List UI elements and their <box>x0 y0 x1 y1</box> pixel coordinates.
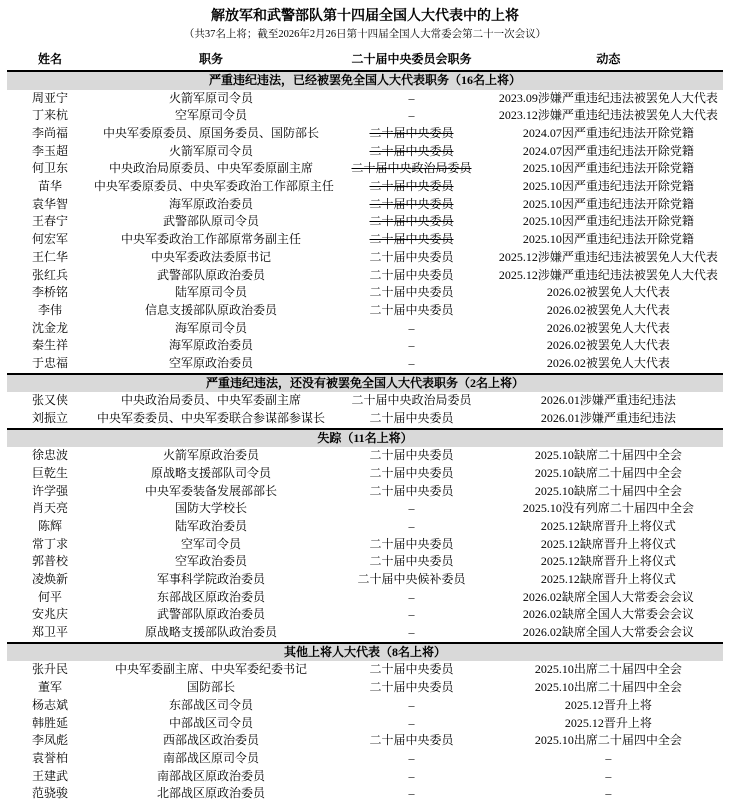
table-row <box>7 483 723 501</box>
general-name: 袁誉柏 <box>31 750 68 765</box>
position: 中央军委副主席、中央军委纪委书记 <box>115 662 308 677</box>
general-name: 何宏军 <box>31 232 68 247</box>
position: 南部战区原司令员 <box>163 750 260 765</box>
position: 火箭军原司令员 <box>169 143 254 158</box>
cc-role: – <box>408 338 415 353</box>
status: 2025.10因严重违纪违法开除党籍 <box>522 232 694 247</box>
cc-role: 二十届中央委员 <box>369 448 454 463</box>
position: 原战略支援部队司令员 <box>151 465 272 480</box>
general-name: 陈辉 <box>37 518 62 533</box>
position: 海军原司令员 <box>175 320 248 335</box>
cc-role: – <box>408 697 415 712</box>
table-row <box>7 589 723 607</box>
cc-role: 二十届中央委员 <box>369 680 454 695</box>
general-name: 苗华 <box>37 179 62 194</box>
status: 2025.10因严重违纪违法开除党籍 <box>522 196 694 211</box>
position: 陆军政治委员 <box>175 518 248 533</box>
position: 中央军委原委员、原国务委员、国防部长 <box>103 125 320 140</box>
table-row <box>7 697 723 715</box>
cc-role: 二十届中央政治局委员 <box>351 161 472 176</box>
position: 东部战区原政治委员 <box>157 589 266 604</box>
page-title: 解放军和武警部队第十四届全国人大代表中的上将 <box>211 9 519 24</box>
position: 中央政治局委员、中央军委副主席 <box>121 393 302 408</box>
cc-role: 二十届中央委员 <box>369 214 454 229</box>
status: 2025.10出席二十届四中全会 <box>534 662 682 677</box>
general-name: 肖天亮 <box>31 501 68 516</box>
table-row <box>7 160 723 178</box>
cc-role: – <box>408 356 415 371</box>
section-header-label: 严重违纪违法，还没有被罢免全国人大代表职务（2名上将） <box>7 374 723 393</box>
position: 海军原政治委员 <box>169 338 254 353</box>
section-header-label: 失踪（11名上将） <box>7 429 723 448</box>
table-row <box>7 750 723 768</box>
position: 空军原政治委员 <box>169 356 254 371</box>
generals-table <box>7 48 723 800</box>
general-name: 何平 <box>37 589 62 604</box>
cc-role: 二十届中央委员 <box>369 662 454 677</box>
position: 军事科学院政治委员 <box>157 572 266 587</box>
cc-role: 二十届中央委员 <box>369 302 454 317</box>
table-row <box>7 553 723 571</box>
table-row <box>7 267 723 285</box>
status: 2024.07因严重违纪违法开除党籍 <box>522 143 694 158</box>
cc-role: 二十届中央委员 <box>369 536 454 551</box>
table-row <box>7 320 723 338</box>
general-name: 徐忠波 <box>31 448 68 463</box>
position: 信息支援部队原政治委员 <box>145 302 278 317</box>
general-name: 李凤彪 <box>31 733 68 748</box>
position: 中央军委原委员、中央军委政治工作部原主任 <box>93 179 334 194</box>
cc-role: 二十届中央委员 <box>369 733 454 748</box>
general-name: 王建武 <box>31 768 68 783</box>
section-header-row <box>7 643 723 662</box>
general-name: 李桥铭 <box>31 285 68 300</box>
status: 2025.10因严重违纪违法开除党籍 <box>522 161 694 176</box>
table-row <box>7 355 723 374</box>
col-header-cc-role: 二十届中央委员会职务 <box>329 48 494 71</box>
position: 陆军原司令员 <box>175 285 248 300</box>
status: 2024.07因严重违纪违法开除党籍 <box>522 125 694 140</box>
status: 2025.12缺席晋升上将仪式 <box>540 554 676 569</box>
section-header-row <box>7 374 723 393</box>
table-row <box>7 785 723 800</box>
status: 2025.12晋升上将 <box>564 715 652 730</box>
status: 2025.10缺席二十届四中全会 <box>534 465 682 480</box>
general-name: 巨乾生 <box>31 465 68 480</box>
general-name: 李伟 <box>37 302 62 317</box>
status: 2025.12缺席晋升上将仪式 <box>540 572 676 587</box>
position: 武警部队原司令员 <box>163 214 260 229</box>
general-name: 秦生祥 <box>31 338 68 353</box>
section-header-label: 严重违纪违法，已经被罢免全国人大代表职务（16名上将） <box>7 71 723 90</box>
status: 2025.10没有列席二十届四中全会 <box>522 501 694 516</box>
position: 武警部队原政治委员 <box>157 607 266 622</box>
cc-role: – <box>408 589 415 604</box>
general-name: 韩胜延 <box>31 715 68 730</box>
general-name: 周亚宁 <box>31 90 68 105</box>
cc-role: – <box>408 518 415 533</box>
section-header-label: 其他上将人大代表（8名上将） <box>7 643 723 662</box>
header-row <box>7 48 723 71</box>
table-row <box>7 679 723 697</box>
cc-role: 二十届中央委员 <box>369 249 454 264</box>
table-row <box>7 732 723 750</box>
status: 2025.10因严重违纪违法开除党籍 <box>522 214 694 229</box>
status: 2026.02缺席全国人大常委会会议 <box>522 589 694 604</box>
table-row <box>7 125 723 143</box>
general-name: 凌焕新 <box>31 572 68 587</box>
table-row <box>7 518 723 536</box>
table-row <box>7 231 723 249</box>
table-row <box>7 284 723 302</box>
status: 2025.12缺席晋升上将仪式 <box>540 536 676 551</box>
table-row <box>7 447 723 465</box>
position: 中部战区司令员 <box>169 715 254 730</box>
cc-role: 二十届中央委员 <box>369 196 454 211</box>
col-header-status: 动态 <box>494 48 723 71</box>
general-name: 于忠福 <box>31 356 68 371</box>
position: 中央军委政法委原书记 <box>151 249 272 264</box>
cc-role: 二十届中央委员 <box>369 465 454 480</box>
cc-role: 二十届中央委员 <box>369 143 454 158</box>
status: 2025.12晋升上将 <box>564 697 652 712</box>
position: 中央军委装备发展部部长 <box>145 483 278 498</box>
general-name: 郑卫平 <box>31 625 68 640</box>
position: 国防大学校长 <box>175 501 248 516</box>
table-row <box>7 624 723 643</box>
general-name: 王春宁 <box>31 214 68 229</box>
status: 2026.01涉嫌严重违纪违法 <box>540 393 676 408</box>
general-name: 杨志斌 <box>31 697 68 712</box>
position: 国防部长 <box>187 680 236 695</box>
cc-role: 二十届中央候补委员 <box>357 572 466 587</box>
general-name: 何卫东 <box>31 161 68 176</box>
table-row <box>7 661 723 679</box>
cc-role: – <box>408 750 415 765</box>
position: 南部战区原政治委员 <box>157 768 266 783</box>
page-subtitle: （共37名上将；截至2026年2月26日第十四届全国人大常委会第二十一次会议） <box>183 29 547 40</box>
position: 西部战区政治委员 <box>163 733 260 748</box>
status: 2025.10缺席二十届四中全会 <box>534 448 682 463</box>
cc-role: 二十届中央政治局委员 <box>351 393 472 408</box>
general-name: 常丁求 <box>31 536 68 551</box>
cc-role: – <box>408 501 415 516</box>
table-row <box>7 90 723 108</box>
status: 2025.12涉嫌严重违纪违法被罢免人大代表 <box>498 267 718 282</box>
position: 空军司令员 <box>181 536 242 551</box>
position: 火箭军原政治委员 <box>163 448 260 463</box>
status: 2025.12涉嫌严重违纪违法被罢免人大代表 <box>498 249 718 264</box>
status: – <box>605 786 612 800</box>
table-row <box>7 143 723 161</box>
cc-role: 二十届中央委员 <box>369 410 454 425</box>
position: 原战略支援部队政治委员 <box>145 625 278 640</box>
table-row <box>7 392 723 410</box>
position: 中央军委政治工作部原常务副主任 <box>121 232 302 247</box>
status: 2026.02缺席全国人大常委会会议 <box>522 607 694 622</box>
table-row <box>7 410 723 429</box>
status: 2026.02被罢免人大代表 <box>546 320 670 335</box>
general-name: 王仁华 <box>31 249 68 264</box>
general-name: 范骁骏 <box>31 786 68 800</box>
status: 2025.10因严重违纪违法开除党籍 <box>522 179 694 194</box>
position: 中央政治局原委员、中央军委原副主席 <box>109 161 314 176</box>
table-row <box>7 536 723 554</box>
table-row <box>7 196 723 214</box>
general-name: 董军 <box>37 680 62 695</box>
cc-role: 二十届中央委员 <box>369 285 454 300</box>
status: 2025.10出席二十届四中全会 <box>534 733 682 748</box>
cc-role: – <box>408 625 415 640</box>
position: 中央军委委员、中央军委联合参谋部参谋长 <box>97 410 326 425</box>
table-header <box>7 48 723 71</box>
position: 海军原政治委员 <box>169 196 254 211</box>
table-row <box>7 606 723 624</box>
table-row <box>7 768 723 786</box>
general-name: 李玉超 <box>31 143 68 158</box>
position: 北部战区原政治委员 <box>157 786 266 800</box>
general-name: 沈金龙 <box>31 320 68 335</box>
position: 空军政治委员 <box>175 554 248 569</box>
status: 2026.02被罢免人大代表 <box>546 338 670 353</box>
cc-role: 二十届中央委员 <box>369 267 454 282</box>
general-name: 张升民 <box>31 662 68 677</box>
cc-role: 二十届中央委员 <box>369 483 454 498</box>
general-name: 张红兵 <box>31 267 68 282</box>
cc-role: – <box>408 768 415 783</box>
cc-role: 二十届中央委员 <box>369 232 454 247</box>
status: 2026.02被罢免人大代表 <box>546 285 670 300</box>
table-row <box>7 571 723 589</box>
status: 2025.12缺席晋升上将仪式 <box>540 518 676 533</box>
position: 空军原司令员 <box>175 108 248 123</box>
table-row <box>7 337 723 355</box>
general-name: 丁来杭 <box>31 108 68 123</box>
status: 2023.09涉嫌严重违纪违法被罢免人大代表 <box>498 90 718 105</box>
cc-role: 二十届中央委员 <box>369 125 454 140</box>
status: – <box>605 750 612 765</box>
table-row <box>7 178 723 196</box>
col-header-position: 职务 <box>93 48 329 71</box>
cc-role: – <box>408 90 415 105</box>
table-row <box>7 465 723 483</box>
cc-role: – <box>408 607 415 622</box>
general-name: 许学强 <box>31 483 68 498</box>
status: 2025.10缺席二十届四中全会 <box>534 483 682 498</box>
general-name: 李尚福 <box>31 125 68 140</box>
cc-role: – <box>408 786 415 800</box>
position: 火箭军原司令员 <box>169 90 254 105</box>
status: 2026.02被罢免人大代表 <box>546 356 670 371</box>
status: – <box>605 768 612 783</box>
position: 武警部队原政治委员 <box>157 267 266 282</box>
cc-role: – <box>408 108 415 123</box>
section-header-row <box>7 429 723 448</box>
status: 2026.02缺席全国人大常委会会议 <box>522 625 694 640</box>
status: 2026.01涉嫌严重违纪违法 <box>540 410 676 425</box>
general-name: 袁华智 <box>31 196 68 211</box>
table-row <box>7 107 723 125</box>
general-name: 张又侠 <box>31 393 68 408</box>
table-row <box>7 302 723 320</box>
table-row <box>7 249 723 267</box>
status: 2026.02被罢免人大代表 <box>546 302 670 317</box>
position: 东部战区司令员 <box>169 697 254 712</box>
status: 2023.12涉嫌严重违纪违法被罢免人大代表 <box>498 108 718 123</box>
cc-role: 二十届中央委员 <box>369 554 454 569</box>
cc-role: – <box>408 320 415 335</box>
col-header-name: 姓名 <box>7 48 93 71</box>
section-header-row <box>7 71 723 90</box>
general-name: 刘振立 <box>31 410 68 425</box>
general-name: 郭普校 <box>31 554 68 569</box>
table-row <box>7 500 723 518</box>
table-row <box>7 213 723 231</box>
status: 2025.10出席二十届四中全会 <box>534 680 682 695</box>
cc-role: – <box>408 715 415 730</box>
general-name: 安兆庆 <box>31 607 68 622</box>
table-body <box>7 71 723 800</box>
cc-role: 二十届中央委员 <box>369 179 454 194</box>
table-row <box>7 715 723 733</box>
